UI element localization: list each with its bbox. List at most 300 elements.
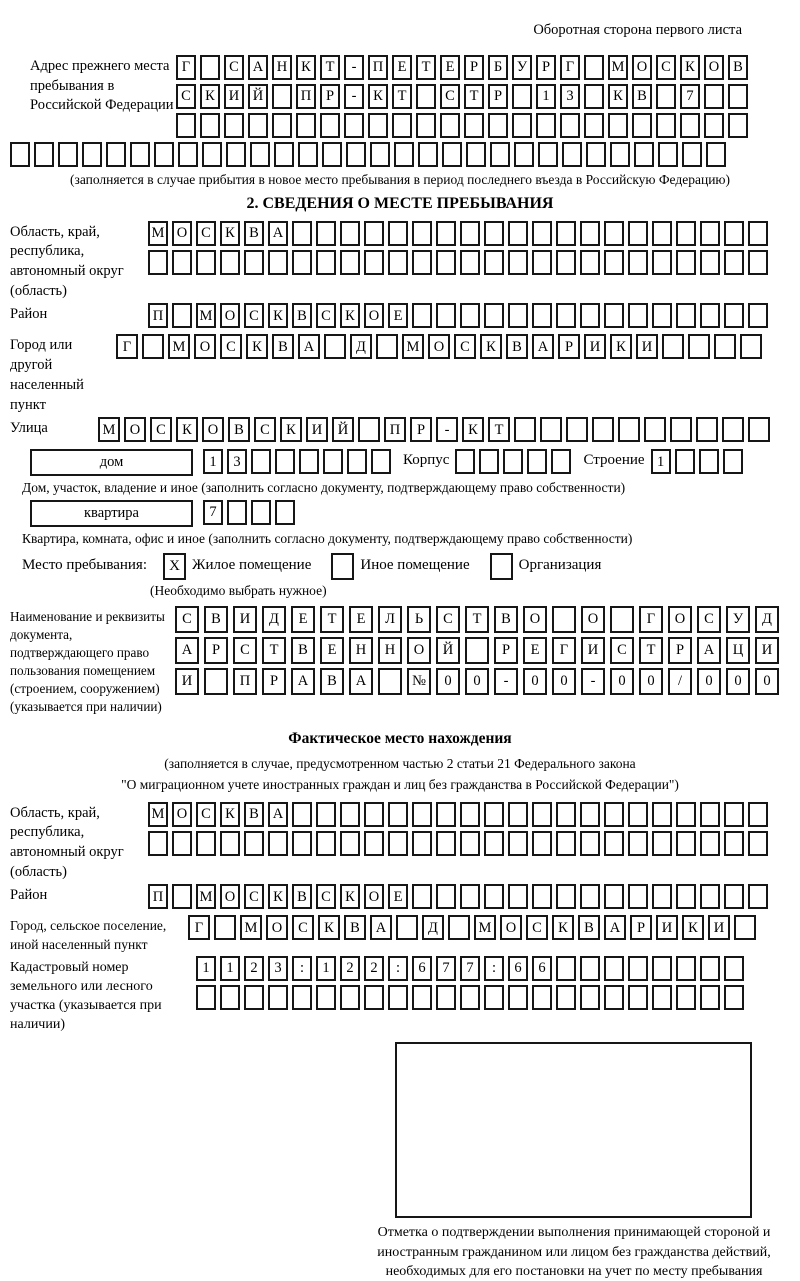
char-grid-row [196, 985, 748, 1010]
char-cell [204, 668, 228, 695]
char-cell [392, 113, 412, 138]
char-cell: И [636, 334, 658, 359]
char-grid-row [176, 113, 752, 138]
char-cell: Т [262, 637, 286, 664]
char-cell: 7 [460, 956, 480, 981]
char-cell: Й [436, 637, 460, 664]
region-label: Область, край, республика, автономный округ (область) [10, 223, 124, 299]
ownership-document-label: Наименование и реквизиты документа, подтверждающего право пользования помещением (строением, сооружением) (указывается при наличии) [10, 608, 165, 714]
char-cell: А [532, 334, 554, 359]
char-cell [484, 985, 504, 1010]
region-actual-label: Область, край, республика, автономный округ (область) [10, 804, 124, 880]
char-grid-row-full-width [10, 142, 800, 167]
char-cell [220, 985, 240, 1010]
char-cell [436, 884, 456, 909]
char-cell [748, 221, 768, 246]
char-cell [324, 334, 346, 359]
page-header-note: Оборотная сторона первого листа [533, 22, 742, 38]
char-cell: М [98, 417, 120, 442]
char-cell [706, 142, 726, 167]
char-cell [556, 303, 576, 328]
char-cell [700, 831, 720, 856]
char-cell: : [292, 956, 312, 981]
char-grid-row [98, 417, 774, 442]
char-cell: - [344, 55, 364, 80]
char-cell [560, 113, 580, 138]
char-cell [508, 985, 528, 1010]
char-cell [484, 303, 504, 328]
char-cell [536, 113, 556, 138]
char-cell [484, 221, 504, 246]
char-cell: 7 [203, 500, 223, 525]
char-cell [580, 221, 600, 246]
char-cell [436, 831, 456, 856]
char-cell [488, 113, 508, 138]
char-cell: А [248, 55, 268, 80]
char-cell [724, 221, 744, 246]
char-cell [652, 831, 672, 856]
char-grid-row [188, 915, 760, 940]
char-cell [292, 985, 312, 1010]
char-cell [628, 884, 648, 909]
char-cell [728, 84, 748, 109]
char-cell [268, 250, 288, 275]
char-cell: Г [188, 915, 210, 940]
char-cell: К [220, 802, 240, 827]
char-cell: 1 [651, 449, 671, 474]
char-cell [248, 113, 268, 138]
char-cell [724, 956, 744, 981]
char-cell [460, 250, 480, 275]
char-cell [440, 113, 460, 138]
char-cell [347, 449, 367, 474]
char-cell: С [176, 84, 196, 109]
char-cell [723, 449, 743, 474]
char-cell: К [368, 84, 388, 109]
char-cell [610, 606, 634, 633]
char-cell: К [340, 303, 360, 328]
char-cell [436, 303, 456, 328]
char-cell [200, 113, 220, 138]
char-cell: 1 [536, 84, 556, 109]
field-ownership-document [10, 606, 800, 716]
char-cell: 2 [244, 956, 264, 981]
char-grid-row [175, 606, 784, 633]
char-cell: К [340, 884, 360, 909]
char-cell: - [581, 668, 605, 695]
char-cell [632, 113, 652, 138]
confirmation-stamp-box [395, 1042, 752, 1218]
char-cell [244, 831, 264, 856]
previous-address-grid [176, 55, 752, 142]
char-cell: С [697, 606, 721, 633]
char-cell [142, 334, 164, 359]
char-cell: Р [558, 334, 580, 359]
char-cell: К [610, 334, 632, 359]
char-cell [532, 221, 552, 246]
char-cell: О [266, 915, 288, 940]
char-cell: 0 [465, 668, 489, 695]
char-cell [714, 334, 736, 359]
char-cell [251, 500, 271, 525]
char-cell: 6 [412, 956, 432, 981]
char-cell: И [306, 417, 328, 442]
char-cell [628, 956, 648, 981]
char-cell: Е [523, 637, 547, 664]
char-cell: В [272, 334, 294, 359]
char-cell [214, 915, 236, 940]
char-cell: С [244, 884, 264, 909]
char-cell [604, 985, 624, 1010]
korpus-grid [455, 449, 575, 474]
char-cell: О [523, 606, 547, 633]
stay-type-footnote: (Необходимо выбрать нужное) [150, 583, 327, 599]
char-cell [320, 113, 340, 138]
char-cell: Т [639, 637, 663, 664]
char-cell [244, 985, 264, 1010]
char-cell: О [194, 334, 216, 359]
char-cell: О [364, 884, 384, 909]
char-cell: В [292, 884, 312, 909]
char-cell [652, 884, 672, 909]
char-cell [196, 250, 216, 275]
char-cell [628, 250, 648, 275]
char-cell [580, 250, 600, 275]
section3-footnote-line1: (заполняется в случае, предусмотренном частью 2 статьи 21 Федерального закона [164, 755, 636, 771]
char-cell: Д [755, 606, 779, 633]
char-cell: И [581, 637, 605, 664]
char-cell: А [349, 668, 373, 695]
char-cell: Р [320, 84, 340, 109]
char-cell [364, 802, 384, 827]
char-cell [251, 449, 271, 474]
char-cell [388, 221, 408, 246]
field-street [10, 417, 800, 446]
char-cell [455, 449, 475, 474]
field-district [10, 303, 800, 332]
char-cell [700, 884, 720, 909]
char-cell [532, 802, 552, 827]
section3-title: Фактическое место нахождения [288, 729, 512, 747]
char-cell: 0 [523, 668, 547, 695]
char-cell [292, 221, 312, 246]
char-cell [412, 250, 432, 275]
char-cell: К [462, 417, 484, 442]
previous-address-label: Адрес прежнего места пребывания в Российской Федерации [30, 58, 174, 114]
char-cell: - [436, 417, 458, 442]
char-cell [436, 250, 456, 275]
char-cell [484, 802, 504, 827]
char-cell: П [148, 303, 168, 328]
house-number-grid [203, 449, 395, 474]
stroenie-label: Строение [583, 452, 645, 469]
char-cell [734, 915, 756, 940]
char-cell: С [316, 303, 336, 328]
char-cell: О [124, 417, 146, 442]
char-cell [388, 985, 408, 1010]
char-cell [176, 113, 196, 138]
char-cell [224, 113, 244, 138]
char-cell: С [440, 84, 460, 109]
char-cell [556, 221, 576, 246]
char-cell: К [280, 417, 302, 442]
char-cell [580, 303, 600, 328]
char-cell [724, 884, 744, 909]
char-cell [688, 334, 710, 359]
char-cell [296, 113, 316, 138]
char-cell: Г [116, 334, 138, 359]
char-cell [368, 113, 388, 138]
char-cell [700, 221, 720, 246]
char-cell [172, 884, 192, 909]
char-cell: О [220, 303, 240, 328]
option-label-organization: Организация [518, 557, 602, 574]
char-cell: И [175, 668, 199, 695]
char-grid-row [175, 668, 784, 695]
char-cell [556, 884, 576, 909]
char-cell [130, 142, 150, 167]
char-cell [244, 250, 264, 275]
char-cell [722, 417, 744, 442]
char-cell [652, 221, 672, 246]
char-cell [172, 303, 192, 328]
char-cell [724, 831, 744, 856]
char-cell: С [196, 802, 216, 827]
char-cell: 1 [203, 449, 223, 474]
section3-footnote-line2: "О миграционном учете иностранных граждан и лиц без гражданства в Российской Федерации") [121, 776, 679, 792]
char-cell [148, 250, 168, 275]
char-cell [364, 831, 384, 856]
char-cell [586, 142, 606, 167]
char-cell [584, 113, 604, 138]
char-grid-row [196, 956, 748, 981]
char-cell: Т [464, 84, 484, 109]
char-cell: - [344, 84, 364, 109]
char-cell: К [296, 55, 316, 80]
char-cell [340, 831, 360, 856]
char-cell: С [224, 55, 244, 80]
char-cell: А [291, 668, 315, 695]
char-cell: 2 [340, 956, 360, 981]
char-cell [604, 802, 624, 827]
char-grid-row [148, 884, 772, 909]
char-cell [268, 831, 288, 856]
char-cell [508, 802, 528, 827]
char-cell [556, 956, 576, 981]
char-cell [700, 250, 720, 275]
char-cell: Г [560, 55, 580, 80]
char-cell [299, 449, 319, 474]
field-region-actual [10, 802, 800, 883]
char-cell [298, 142, 318, 167]
char-cell: В [228, 417, 250, 442]
city-label: Город или другой населенный пункт [10, 337, 84, 413]
checkbox-other-premises [331, 553, 354, 580]
char-cell [465, 637, 489, 664]
char-cell: К [220, 221, 240, 246]
char-cell [676, 802, 696, 827]
char-cell: С [254, 417, 276, 442]
char-cell [584, 84, 604, 109]
char-cell [704, 113, 724, 138]
char-cell [618, 417, 640, 442]
char-cell: С [244, 303, 264, 328]
char-cell: И [233, 606, 257, 633]
char-cell [274, 142, 294, 167]
char-cell: Д [422, 915, 444, 940]
char-cell: О [172, 802, 192, 827]
char-grid-row [116, 334, 766, 359]
char-cell [514, 142, 534, 167]
char-cell: 0 [726, 668, 750, 695]
char-cell [340, 802, 360, 827]
char-cell [172, 831, 192, 856]
char-cell [412, 831, 432, 856]
char-cell [275, 500, 295, 525]
char-cell: Т [416, 55, 436, 80]
char-cell [704, 84, 724, 109]
char-cell [562, 142, 582, 167]
char-cell [532, 831, 552, 856]
char-cell [540, 417, 562, 442]
char-cell: М [168, 334, 190, 359]
char-cell: К [200, 84, 220, 109]
char-cell: 3 [227, 449, 247, 474]
char-cell [740, 334, 762, 359]
char-cell: М [240, 915, 262, 940]
char-cell [652, 802, 672, 827]
char-cell [460, 831, 480, 856]
char-cell [388, 250, 408, 275]
char-cell: А [697, 637, 721, 664]
char-cell [696, 417, 718, 442]
char-cell [172, 250, 192, 275]
char-cell [200, 55, 220, 80]
char-cell [376, 334, 398, 359]
field-city [10, 334, 800, 415]
char-cell: И [755, 637, 779, 664]
char-cell: 3 [560, 84, 580, 109]
char-cell [652, 956, 672, 981]
char-cell [604, 956, 624, 981]
char-cell [460, 802, 480, 827]
char-cell [728, 113, 748, 138]
char-cell: Н [349, 637, 373, 664]
char-cell [340, 250, 360, 275]
char-cell: 1 [196, 956, 216, 981]
apartment-number-grid [203, 500, 299, 525]
char-cell: 1 [220, 956, 240, 981]
char-cell [580, 802, 600, 827]
char-cell [748, 417, 770, 442]
char-cell [436, 221, 456, 246]
char-cell: В [494, 606, 518, 633]
char-cell: С [316, 884, 336, 909]
char-cell: М [148, 221, 168, 246]
char-cell: Г [552, 637, 576, 664]
char-cell [724, 802, 744, 827]
char-cell [584, 55, 604, 80]
char-cell: К [318, 915, 340, 940]
char-cell [220, 250, 240, 275]
char-cell [580, 884, 600, 909]
char-cell: С [656, 55, 676, 80]
char-cell: Р [488, 84, 508, 109]
char-cell [196, 985, 216, 1010]
char-cell [364, 985, 384, 1010]
char-cell [418, 142, 438, 167]
char-cell: А [298, 334, 320, 359]
char-cell [484, 884, 504, 909]
char-cell: - [494, 668, 518, 695]
char-cell: М [148, 802, 168, 827]
char-cell: В [204, 606, 228, 633]
char-cell [416, 113, 436, 138]
char-cell: О [172, 221, 192, 246]
char-cell [226, 142, 246, 167]
char-cell [340, 985, 360, 1010]
char-cell: Е [291, 606, 315, 633]
char-cell: О [668, 606, 692, 633]
char-cell: П [148, 884, 168, 909]
char-cell: 7 [436, 956, 456, 981]
char-cell [748, 802, 768, 827]
char-cell [479, 449, 499, 474]
char-cell: Е [388, 884, 408, 909]
char-cell [154, 142, 174, 167]
char-cell: С [454, 334, 476, 359]
char-cell: О [704, 55, 724, 80]
char-cell [724, 250, 744, 275]
char-cell [676, 956, 696, 981]
char-cell [34, 142, 54, 167]
char-cell: Т [320, 606, 344, 633]
char-cell [460, 884, 480, 909]
char-cell: Й [332, 417, 354, 442]
char-cell: 1 [316, 956, 336, 981]
option-label-other: Иное помещение [360, 557, 470, 574]
char-cell [700, 985, 720, 1010]
char-cell [652, 303, 672, 328]
char-cell [442, 142, 462, 167]
char-cell: В [728, 55, 748, 80]
char-cell: О [500, 915, 522, 940]
char-cell [448, 915, 470, 940]
char-cell [566, 417, 588, 442]
char-cell [700, 802, 720, 827]
char-cell [196, 831, 216, 856]
char-cell [460, 985, 480, 1010]
char-cell: Г [176, 55, 196, 80]
char-cell: М [196, 303, 216, 328]
char-cell [628, 221, 648, 246]
char-cell: В [320, 668, 344, 695]
char-grid-row [176, 55, 752, 80]
char-cell [388, 831, 408, 856]
char-cell [512, 113, 532, 138]
char-cell [436, 985, 456, 1010]
char-cell: А [268, 802, 288, 827]
char-cell: К [680, 55, 700, 80]
char-cell: В [292, 303, 312, 328]
char-cell: И [656, 915, 678, 940]
char-cell [551, 449, 571, 474]
char-cell [316, 221, 336, 246]
field-district-actual [10, 884, 800, 913]
char-cell [628, 831, 648, 856]
char-grid-row [176, 84, 752, 109]
char-cell [604, 303, 624, 328]
